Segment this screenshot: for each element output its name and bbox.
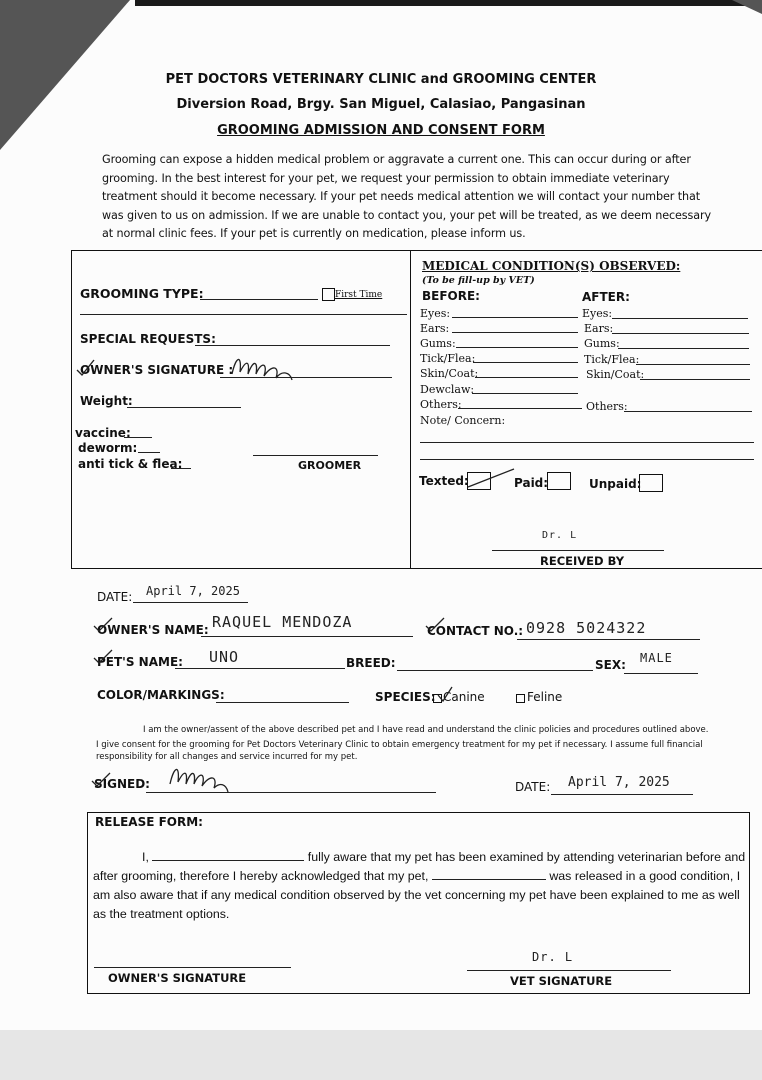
date-field[interactable] bbox=[133, 602, 248, 603]
after-gums-label: Gums: bbox=[584, 337, 620, 350]
before-eyes-field[interactable] bbox=[452, 317, 578, 318]
received-by-initials: Dr. L bbox=[542, 530, 578, 541]
release-name-field[interactable] bbox=[152, 849, 304, 861]
date2-field[interactable] bbox=[551, 794, 693, 795]
before-gums-label: Gums: bbox=[420, 337, 456, 350]
signed-label: SIGNED: bbox=[94, 777, 150, 791]
note-line-2[interactable] bbox=[420, 459, 754, 460]
date-value: April 7, 2025 bbox=[146, 584, 240, 598]
owner-signature-scribble bbox=[228, 350, 300, 386]
release-end: was released in a good condition, I am also aware that if any medical condition observed by the vet concerning my pet have been explained to me as well as the treatment options. bbox=[93, 869, 741, 921]
consent-line-1: I am the owner/assent of the above described pet and I have read and understand the clinic policies and procedures outlined above. bbox=[143, 725, 709, 735]
contact-field[interactable] bbox=[517, 639, 700, 640]
date2-value: April 7, 2025 bbox=[568, 775, 670, 790]
after-ears-field[interactable] bbox=[612, 333, 749, 334]
sex-value: MALE bbox=[640, 651, 673, 665]
consent-line-2: I give consent for the grooming for Pet Doctors Veterinary Clinic to obtain emergency treatment for my pet if necessary. I assume full financial bbox=[96, 740, 703, 750]
first-time-checkbox[interactable] bbox=[322, 288, 335, 301]
medical-subtitle: (To be fill-up by VET) bbox=[422, 275, 535, 286]
breed-field[interactable] bbox=[397, 670, 593, 671]
received-by-line[interactable] bbox=[492, 550, 664, 551]
release-i: I, bbox=[142, 850, 149, 864]
before-ears-label: Ears: bbox=[420, 322, 450, 335]
contact-value: 0928 5024322 bbox=[526, 619, 647, 637]
species-label: SPECIES: bbox=[375, 690, 436, 704]
owner-name-value: RAQUEL MENDOZA bbox=[212, 613, 353, 631]
texted-check-mark bbox=[466, 467, 516, 491]
groomer-label: GROOMER bbox=[298, 459, 362, 472]
after-others-field[interactable] bbox=[624, 411, 752, 412]
checkmark-icon bbox=[424, 616, 446, 634]
before-dewclaw-field[interactable] bbox=[472, 393, 578, 394]
vaccine-label: vaccine: bbox=[75, 426, 131, 440]
checkmark-icon bbox=[92, 648, 114, 666]
checkmark-icon bbox=[92, 616, 114, 634]
canine-label: Canine bbox=[443, 690, 485, 704]
color-markings-field[interactable] bbox=[216, 702, 349, 703]
vet-signature-label: VET SIGNATURE bbox=[510, 974, 613, 988]
before-dewclaw-label: Dewclaw: bbox=[420, 383, 475, 396]
before-skin-field[interactable] bbox=[475, 377, 578, 378]
pet-name-field[interactable] bbox=[175, 668, 345, 669]
date-label: DATE: bbox=[97, 590, 133, 604]
after-skin-field[interactable] bbox=[640, 379, 750, 380]
before-gums-field[interactable] bbox=[456, 347, 578, 348]
groomer-signature-line[interactable] bbox=[253, 455, 378, 456]
owner-signature-scribble bbox=[166, 758, 234, 798]
special-requests-field[interactable] bbox=[195, 345, 390, 346]
anti-tick-field[interactable] bbox=[171, 468, 191, 469]
release-middle: fully aware that my pet has been examined by attending veterinarian before and after grooming, therefore I hereby acknowledged that my pet, bbox=[93, 850, 746, 883]
anti-tick-label: anti tick & flea: bbox=[78, 457, 183, 471]
pet-name-label: PET'S NAME: bbox=[97, 655, 183, 669]
note-line-1[interactable] bbox=[420, 442, 754, 443]
deworm-field[interactable] bbox=[138, 452, 160, 453]
received-by-label: RECEIVED BY bbox=[540, 554, 625, 568]
medical-title: MEDICAL CONDITION(S) OBSERVED: bbox=[422, 259, 681, 273]
grooming-type-label: GROOMING TYPE: bbox=[80, 286, 204, 301]
sex-field[interactable] bbox=[624, 673, 698, 674]
corner-shadow bbox=[732, 0, 762, 14]
unpaid-label: Unpaid: bbox=[589, 477, 642, 491]
before-others-field[interactable] bbox=[458, 408, 582, 409]
texted-label: Texted: bbox=[419, 474, 469, 488]
vet-signature-line[interactable] bbox=[467, 970, 671, 971]
after-label: AFTER: bbox=[582, 290, 630, 304]
special-requests-label: SPECIAL REQUESTS: bbox=[80, 332, 216, 346]
color-markings-label: COLOR/MARKINGS: bbox=[97, 688, 225, 702]
scan-margin bbox=[0, 1030, 762, 1080]
grooming-type-field[interactable] bbox=[200, 299, 318, 300]
unpaid-checkbox[interactable] bbox=[639, 474, 663, 492]
release-pet-field[interactable] bbox=[432, 868, 546, 880]
before-tick-field[interactable] bbox=[473, 362, 578, 363]
after-others-label: Others: bbox=[586, 400, 628, 413]
after-tick-label: Tick/Flea: bbox=[584, 353, 640, 366]
release-paragraph bbox=[93, 848, 748, 924]
clinic-name: PET DOCTORS VETERINARY CLINIC and GROOMING CENTER bbox=[165, 72, 597, 87]
feline-label: Feline bbox=[527, 690, 563, 704]
owner-name-field[interactable] bbox=[201, 636, 413, 637]
clinic-address: Diversion Road, Brgy. San Miguel, Calasiao, Pangasinan bbox=[176, 97, 586, 112]
canine-check-mark bbox=[436, 686, 454, 704]
release-title: RELEASE FORM: bbox=[95, 815, 203, 829]
deworm-label: deworm: bbox=[78, 441, 138, 455]
owner-name-label: OWNER'S NAME: bbox=[97, 623, 209, 637]
pet-name-value: UNO bbox=[209, 648, 240, 666]
after-ears-label: Ears: bbox=[584, 322, 614, 335]
breed-label: BREED: bbox=[346, 656, 396, 670]
weight-field[interactable] bbox=[127, 407, 241, 408]
after-eyes-field[interactable] bbox=[612, 318, 748, 319]
before-label: BEFORE: bbox=[422, 289, 480, 303]
after-tick-field[interactable] bbox=[636, 364, 750, 365]
paper-top-edge bbox=[135, 0, 762, 6]
intro-paragraph: Grooming can expose a hidden medical problem or aggravate a current one. This can occur during or after grooming. In the best interest for your pet, we request your permission to obtain immediate veterinary treatment should it become necessary. If your pet needs medical attention we will contact your number that was given to us on admission. If we are unable to contact you, your pet will be treated, as we deem necessary at normal clinic fees. If your pet is currently on medication, please inform us. bbox=[102, 153, 712, 241]
contact-label: CONTACT NO.: bbox=[427, 624, 524, 638]
before-ears-field[interactable] bbox=[452, 332, 578, 333]
checkmark-icon bbox=[90, 771, 112, 789]
first-time-label: First Time bbox=[335, 290, 383, 300]
consent-line-3: responsibility for all changes and service incurred for my pet. bbox=[96, 752, 358, 762]
checkmark-icon bbox=[74, 358, 96, 378]
date2-label: DATE: bbox=[515, 780, 551, 794]
grooming-extra-line[interactable] bbox=[80, 314, 407, 315]
box-divider bbox=[410, 251, 411, 568]
feline-checkbox[interactable] bbox=[516, 694, 525, 703]
sex-label: SEX: bbox=[595, 658, 626, 672]
paid-label: Paid: bbox=[514, 476, 549, 490]
vaccine-field[interactable] bbox=[124, 437, 152, 438]
after-eyes-label: Eyes: bbox=[582, 307, 613, 320]
before-others-label: Others: bbox=[420, 398, 462, 411]
form-title: GROOMING ADMISSION AND CONSENT FORM bbox=[217, 123, 545, 138]
paid-checkbox[interactable] bbox=[547, 472, 571, 490]
release-owner-signature-label: OWNER'S SIGNATURE bbox=[108, 971, 247, 985]
note-concern-label: Note/ Concern: bbox=[420, 414, 506, 427]
before-eyes-label: Eyes: bbox=[420, 307, 451, 320]
vet-initials: Dr. L bbox=[532, 950, 574, 964]
after-gums-field[interactable] bbox=[618, 348, 749, 349]
weight-label: Weight: bbox=[80, 394, 133, 408]
before-tick-label: Tick/Flea: bbox=[420, 352, 476, 365]
release-owner-signature-line[interactable] bbox=[94, 967, 291, 968]
before-skin-label: Skin/Coat: bbox=[420, 367, 479, 380]
owner-signature-label: OWNER'S SIGNATURE : bbox=[80, 363, 234, 377]
after-skin-label: Skin/Coat: bbox=[586, 368, 645, 381]
